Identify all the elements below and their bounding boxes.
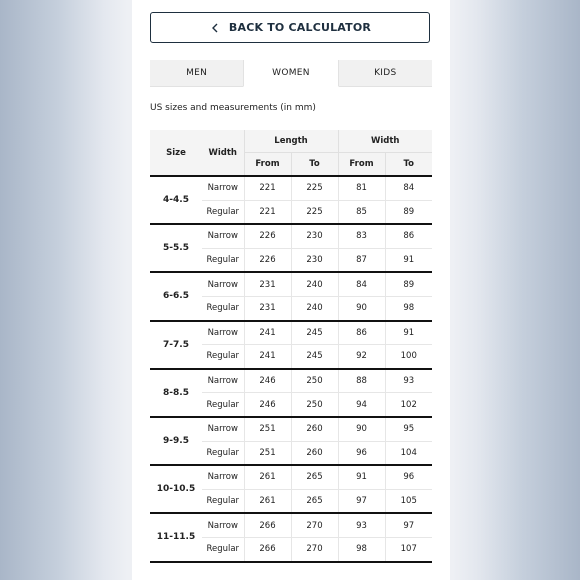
back-button-label: BACK TO CALCULATOR [228, 21, 372, 34]
width-cell: Narrow [202, 176, 244, 200]
width-from-cell: 90 [338, 417, 385, 441]
length-to-cell: 245 [291, 321, 338, 345]
width-to-cell: 98 [385, 296, 432, 320]
size-chart-panel [132, 0, 450, 580]
width-cell: Narrow [202, 513, 244, 537]
size-table [150, 130, 432, 563]
width-cell: Narrow [202, 417, 244, 441]
tab-kids[interactable]: KIDS [339, 60, 432, 87]
size-cell: 8-8.5 [150, 369, 202, 417]
length-from-cell: 246 [244, 369, 291, 393]
width-cell: Regular [202, 489, 244, 513]
length-to-cell: 225 [291, 200, 338, 224]
header-length-to: To [291, 153, 338, 177]
table-caption: US sizes and measurements (in mm) [150, 103, 316, 113]
length-to-cell: 260 [291, 417, 338, 441]
length-from-cell: 261 [244, 465, 291, 489]
length-to-cell: 230 [291, 224, 338, 248]
tab-women[interactable]: WOMEN [243, 60, 338, 87]
size-cell: 9-9.5 [150, 417, 202, 465]
length-to-cell: 265 [291, 489, 338, 513]
size-cell: 6-6.5 [150, 272, 202, 320]
header-width: Width [202, 130, 244, 176]
size-cell: 7-7.5 [150, 321, 202, 369]
header-width-from: From [338, 153, 385, 177]
length-from-cell: 231 [244, 296, 291, 320]
width-from-cell: 90 [338, 296, 385, 320]
length-to-cell: 270 [291, 513, 338, 537]
width-from-cell: 92 [338, 345, 385, 369]
width-to-cell: 86 [385, 224, 432, 248]
length-from-cell: 226 [244, 224, 291, 248]
length-from-cell: 231 [244, 272, 291, 296]
length-from-cell: 221 [244, 176, 291, 200]
length-to-cell: 250 [291, 393, 338, 417]
width-to-cell: 93 [385, 369, 432, 393]
width-to-cell: 96 [385, 465, 432, 489]
table-row [150, 369, 432, 393]
width-to-cell: 91 [385, 321, 432, 345]
length-to-cell: 265 [291, 465, 338, 489]
width-from-cell: 86 [338, 321, 385, 345]
length-from-cell: 221 [244, 200, 291, 224]
length-from-cell: 266 [244, 513, 291, 537]
size-cell: 11-11.5 [150, 513, 202, 561]
width-cell: Narrow [202, 369, 244, 393]
width-to-cell: 105 [385, 489, 432, 513]
length-to-cell: 270 [291, 537, 338, 561]
width-from-cell: 97 [338, 489, 385, 513]
width-from-cell: 91 [338, 465, 385, 489]
width-cell: Regular [202, 441, 244, 465]
width-to-cell: 89 [385, 272, 432, 296]
size-table-body [150, 176, 432, 562]
width-to-cell: 97 [385, 513, 432, 537]
size-cell: 5-5.5 [150, 224, 202, 272]
length-from-cell: 241 [244, 321, 291, 345]
length-from-cell: 266 [244, 537, 291, 561]
length-from-cell: 241 [244, 345, 291, 369]
header-length: Length [244, 130, 338, 153]
header-length-from: From [244, 153, 291, 177]
width-to-cell: 100 [385, 345, 432, 369]
width-from-cell: 96 [338, 441, 385, 465]
header-width-to: To [385, 153, 432, 177]
width-cell: Regular [202, 296, 244, 320]
length-to-cell: 240 [291, 272, 338, 296]
tab-men[interactable]: MEN [150, 60, 243, 87]
width-to-cell: 91 [385, 248, 432, 272]
width-cell: Regular [202, 345, 244, 369]
length-from-cell: 251 [244, 441, 291, 465]
length-from-cell: 246 [244, 393, 291, 417]
width-to-cell: 102 [385, 393, 432, 417]
width-cell: Regular [202, 537, 244, 561]
width-cell: Regular [202, 248, 244, 272]
length-from-cell: 226 [244, 248, 291, 272]
back-to-calculator-button[interactable] [150, 12, 430, 43]
width-to-cell: 107 [385, 537, 432, 561]
width-cell: Narrow [202, 321, 244, 345]
header-size: Size [150, 130, 202, 176]
gender-tabs [150, 60, 432, 87]
width-to-cell: 89 [385, 200, 432, 224]
width-from-cell: 84 [338, 272, 385, 296]
table-row [150, 465, 432, 489]
length-to-cell: 250 [291, 369, 338, 393]
width-from-cell: 81 [338, 176, 385, 200]
length-to-cell: 245 [291, 345, 338, 369]
length-from-cell: 261 [244, 489, 291, 513]
width-cell: Regular [202, 393, 244, 417]
length-to-cell: 260 [291, 441, 338, 465]
width-cell: Narrow [202, 224, 244, 248]
width-cell: Regular [202, 200, 244, 224]
width-to-cell: 95 [385, 417, 432, 441]
width-from-cell: 87 [338, 248, 385, 272]
size-cell: 10-10.5 [150, 465, 202, 513]
length-to-cell: 230 [291, 248, 338, 272]
width-from-cell: 88 [338, 369, 385, 393]
chevron-left-icon [209, 22, 221, 34]
width-cell: Narrow [202, 272, 244, 296]
width-to-cell: 104 [385, 441, 432, 465]
width-from-cell: 98 [338, 537, 385, 561]
table-row [150, 321, 432, 345]
header-width-group: Width [338, 130, 432, 153]
width-from-cell: 83 [338, 224, 385, 248]
length-to-cell: 240 [291, 296, 338, 320]
width-from-cell: 93 [338, 513, 385, 537]
width-from-cell: 94 [338, 393, 385, 417]
table-row [150, 272, 432, 296]
table-row [150, 513, 432, 537]
table-row [150, 417, 432, 441]
width-cell: Narrow [202, 465, 244, 489]
width-from-cell: 85 [338, 200, 385, 224]
table-row [150, 224, 432, 248]
table-row [150, 176, 432, 200]
length-from-cell: 251 [244, 417, 291, 441]
size-cell: 4-4.5 [150, 176, 202, 224]
width-to-cell: 84 [385, 176, 432, 200]
length-to-cell: 225 [291, 176, 338, 200]
